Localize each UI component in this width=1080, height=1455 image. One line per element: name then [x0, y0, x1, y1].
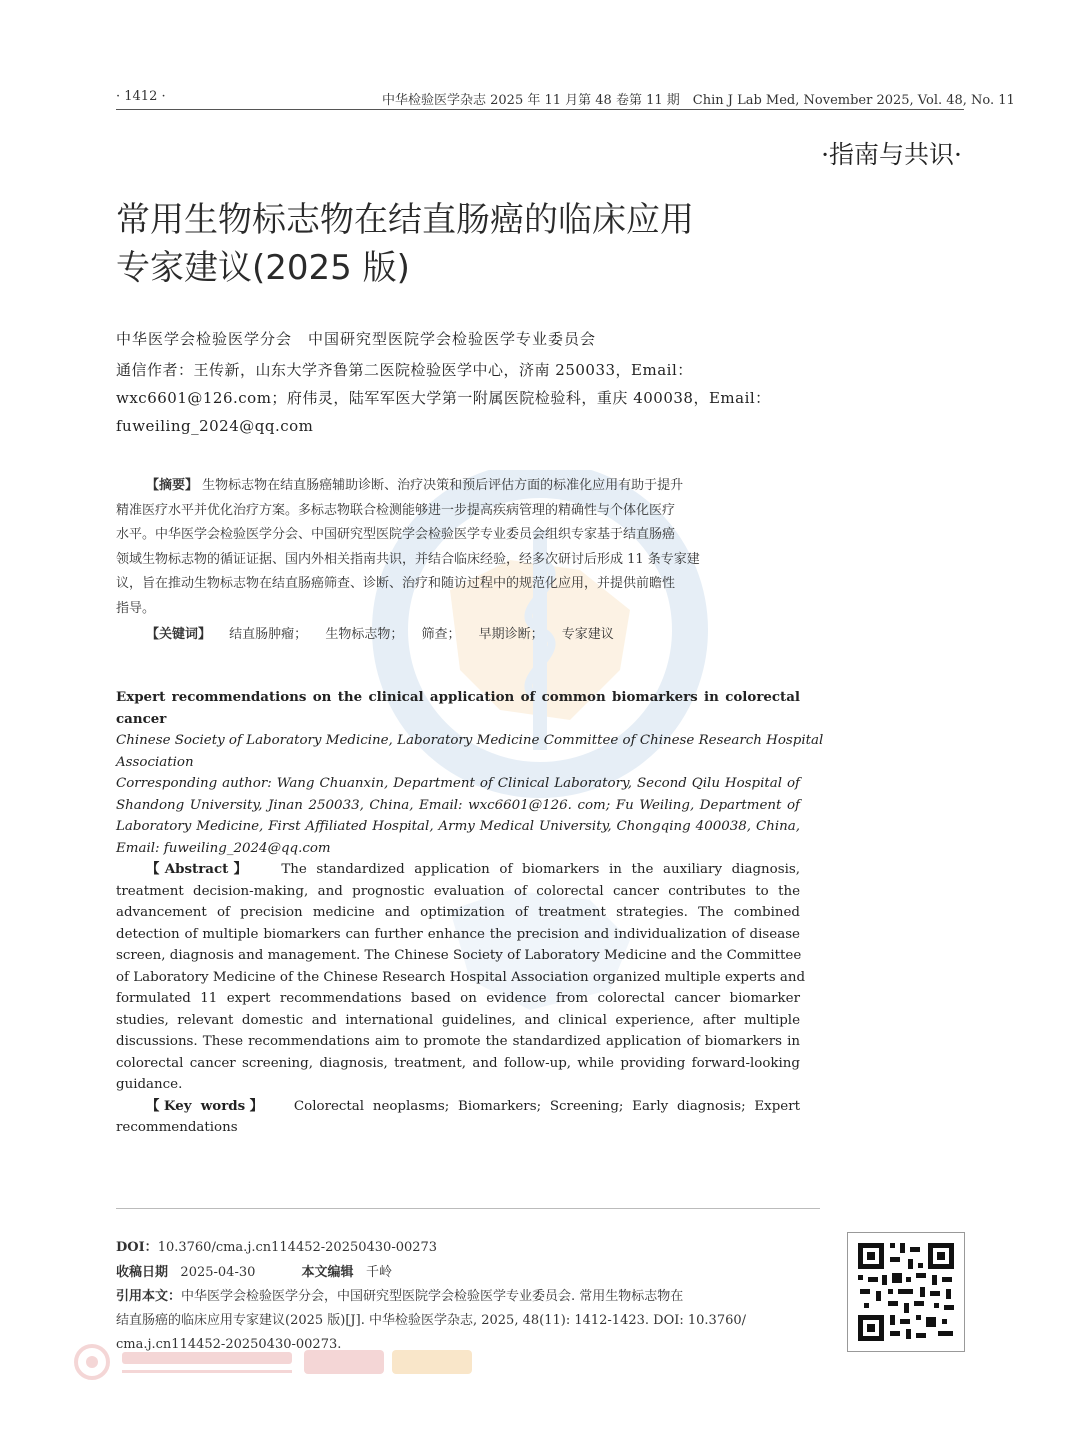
corresponding-line-1: 通信作者：王传新，山东大学齐鲁第二医院检验医学中心，济南 250033，Email：: [116, 361, 693, 379]
en-authors-line-1: Chinese Society of Laboratory Medicine, Laboratory Medicine Committee of Chinese Research Hospital: [116, 733, 824, 748]
cn-abstract-line-1: [116, 474, 800, 499]
cn-keywords-label: 【关键词】: [146, 627, 212, 642]
title-line-1: 常用生物标志物在结直肠癌的临床应用: [116, 200, 694, 240]
qr-code[interactable]: [847, 1232, 965, 1352]
citation-text-1: 中华医学会检验医学分会，中国研究型医院学会检验医学专业委员会. 常用生物标志物在: [181, 1289, 684, 1304]
author-list: 中华医学会检验医学分会 中国研究型医院学会检验医学专业委员会: [116, 330, 597, 348]
cn-keyword: 筛查；: [421, 627, 461, 642]
en-abstract-line-4: detection of multiple biomarkers can further enhance the precision and individualization of disease: [116, 926, 800, 942]
en-abstract-line-3: advancement of precision medicine and optimization of treatment strategies. The combined: [116, 905, 800, 920]
page-number: · 1412 ·: [116, 89, 166, 104]
corresponding-line-2: wxc6601@126.com；府伟灵，陆军军医大学第一附属医院检验科，重庆 400038，Email：: [116, 389, 771, 407]
en-corr-line-2: Shandong University, Jinan 250033, China, Email: wxc6601@126. com; Fu Weiling, Department of: [116, 797, 800, 813]
running-head: 中华检验医学杂志 2025 年 11 月第 48 卷第 11 期 Chin J Lab Med, November 2025, Vol. 48, No. 11: [382, 93, 1015, 108]
cn-keyword: 早期诊断；: [478, 627, 544, 642]
cn-abstract-line-4: 领域生物标志物的循证证据、国内外相关指南共识，并结合临床经验，经多次研讨后形成 11 条专家建: [116, 551, 700, 567]
en-abstract-line-6: of Laboratory Medicine of the Chinese Research Hospital Association organized multiple experts and: [116, 969, 806, 985]
en-keywords-line-2: recommendations: [116, 1120, 238, 1135]
en-keywords-line-1: [116, 1096, 800, 1118]
cn-abstract-line-6: 指导。: [116, 600, 156, 616]
en-title-line-2: cancer: [116, 710, 167, 727]
publisher-logo: [72, 1342, 492, 1382]
en-title-line-1: Expert recommendations on the clinical application of common biomarkers in colorectal: [116, 689, 800, 705]
en-abstract-line-9: discussions. These recommendations aim to promote the standardized application of biomarkers in: [116, 1034, 800, 1049]
cn-abstract-line-5: 议，旨在推动生物标志物在结直肠癌筛查、诊断、治疗和随访过程中的规范化应用，并提供前瞻性: [116, 576, 676, 592]
en-abstract-line-8: studies, relevant domestic and international guidelines, and clinical experience, after multiple: [116, 1012, 800, 1028]
title-line-2: 专家建议(2025 版): [116, 248, 410, 288]
corresponding-authors: [116, 356, 816, 440]
qr-code-icon: [848, 1233, 964, 1351]
citation-label: 引用本文：: [116, 1289, 182, 1304]
cn-keywords: [146, 623, 628, 642]
cn-abstract-line-3: 水平。中华医学会检验医学分会、中国研究型医院学会检验医学专业委员会组织专家基于结直肠癌: [116, 527, 676, 543]
cn-keyword: 生物标志物；: [325, 627, 404, 642]
en-keywords-text-1: Colorectal neoplasms; Biomarkers; Screening; Early diagnosis; Expert: [293, 1098, 800, 1114]
editor-label: 本文编辑: [301, 1265, 354, 1280]
doi-line: [116, 1236, 437, 1255]
doi-link[interactable]: 10.3760/cma.j.cn114452-20250430-00273: [157, 1240, 438, 1255]
column-tag: ·指南与共识·: [821, 140, 962, 169]
corresponding-line-3: fuweiling_2024@qq.com: [116, 417, 314, 435]
received-line: [116, 1261, 392, 1280]
cn-abstract-text-1: 生物标志物在结直肠癌辅助诊断、治疗决策和预后评估方面的标准化应用有助于提升: [202, 478, 684, 493]
en-abstract-line-10: colorectal cancer screening, diagnosis, treatment, and follow-up, while providing forward-looking: [116, 1055, 800, 1071]
cn-keyword: 专家建议: [561, 627, 614, 642]
en-abstract-line-7: formulated 11 expert recommendations based on evidence from colorectal cancer biomarker: [116, 991, 800, 1006]
citation-line-1: [116, 1285, 820, 1309]
doi-label: DOI：: [116, 1240, 158, 1255]
en-abstract-line-11: guidance.: [116, 1077, 183, 1092]
cn-abstract-label: 【摘要】: [146, 478, 199, 493]
citation-line-3: cma.j.cn114452-20250430-00273.: [116, 1337, 342, 1352]
en-abstract-block: [116, 687, 824, 1139]
header-rule: [116, 109, 964, 110]
en-abstract-line-5: screen, diagnosis and management. The Chinese Society of Laboratory Medicine and the Committee: [116, 948, 802, 963]
en-abstract-line-1: [116, 859, 800, 881]
en-corr-line-1: Corresponding author: Wang Chuanxin, Department of Clinical Laboratory, Second Qilu Hospital of: [116, 776, 800, 791]
article-title: [116, 196, 876, 292]
en-abstract-line-2: treatment decision-making, and prognostic evaluation of colorectal cancer contributes to the: [116, 883, 800, 899]
en-authors-line-2: Association: [116, 754, 194, 770]
en-abstract-label: 【Abstract】: [146, 861, 253, 877]
cn-abstract: [116, 474, 800, 622]
publisher-logo-icon: [72, 1342, 492, 1382]
editor-name: 千岭: [365, 1265, 392, 1280]
received-label: 收稿日期: [116, 1265, 169, 1280]
cn-abstract-line-2: 精准医疗水平并优化治疗方案。多标志物联合检测能够进一步提高疾病管理的精确性与个体化医疗: [116, 502, 676, 518]
en-corr-line-3: Laboratory Medicine, First Affiliated Hospital, Army Medical University, Chongqing 400038, China,: [116, 819, 800, 834]
citation-line-2: 结直肠癌的临床应用专家建议(2025 版)[J]. 中华检验医学杂志, 2025, 48(11): 1412-1423. DOI: 10.3760/: [116, 1313, 747, 1328]
en-keywords-label: 【Key words】: [146, 1097, 268, 1114]
received-date: 2025-04-30: [180, 1265, 256, 1280]
en-corr-line-4: Email: fuweiling_2024@qq.com: [116, 840, 331, 856]
en-abstract-text-1: The standardized application of biomarkers in the auxiliary diagnosis,: [281, 862, 801, 877]
footer-rule: [116, 1208, 820, 1209]
cn-keyword: 结直肠肿瘤；: [229, 627, 308, 642]
